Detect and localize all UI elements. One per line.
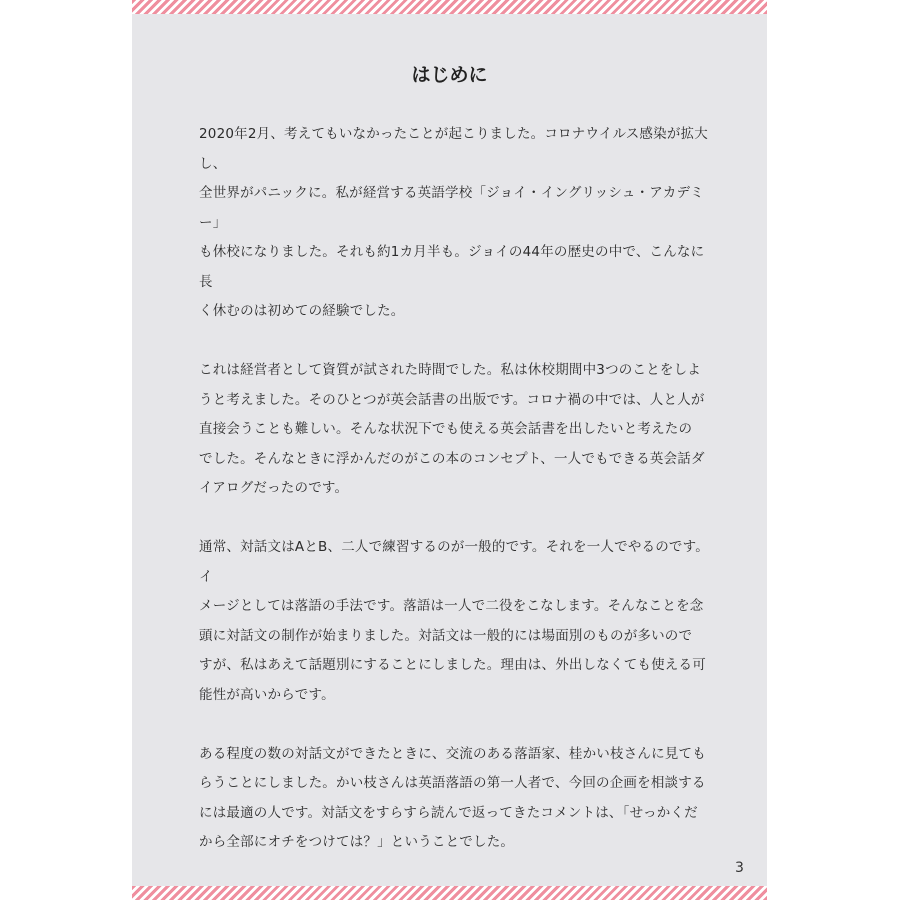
paragraph-1: 2020年2月、考えてもいなかったことが起こりました。コロナウイルス感染が拡大し、 全世界がパニックに。私が経営する英語学校「ジョイ・イングリッシュ・アカデミー」 も休校になりました。それも約1カ月半も。ジョイの44年の歴史の中で、こんなに長 く休むのは初めての経験でした。 <box>199 126 708 319</box>
paragraph-4: ある程度の数の対話文ができたときに、交流のある落語家、桂かい枝さんに見ても らうことにしました。かい枝さんは英語落語の第一人者で、今回の企画を相談する には最適の人です。対話文をすらすら読んで返ってきたコメントは、「せっかくだ から全部にオチをつけては？」ということでした。 <box>199 745 706 850</box>
book-page <box>132 0 767 900</box>
paragraph-2: これは経営者として資質が試された時間でした。私は休校期間中3つのことをしよ うと考えました。そのひとつが英会話書の出版です。コロナ禍の中では、人と人が 直接会うことも難しい。そんな状況下でも使える英会話書を出したいと考えたの でした。そんなときに浮かんだのがこの本のコンセプト、一人でもできる英会話ダ イアログだったのです。 <box>199 362 705 496</box>
page-number: 3 <box>735 860 744 876</box>
body-text <box>199 120 714 887</box>
paragraph-3: 通常、対話文はAとB、二人で練習するのが一般的です。それを一人でやるのです。イ メージとしては落語の手法です。落語は一人で二役をこなします。そんなことを念 頭に対話文の制作が始まりました。対話文は一般的には場面別のものが多いので すが、私はあえて話題別にすることにしました。理由は、外出しなくても使える可 能性が高いからです。 <box>199 539 709 703</box>
top-stripe-border <box>132 0 767 14</box>
page-title: はじめに <box>411 64 488 86</box>
bottom-stripe-border <box>132 886 767 900</box>
